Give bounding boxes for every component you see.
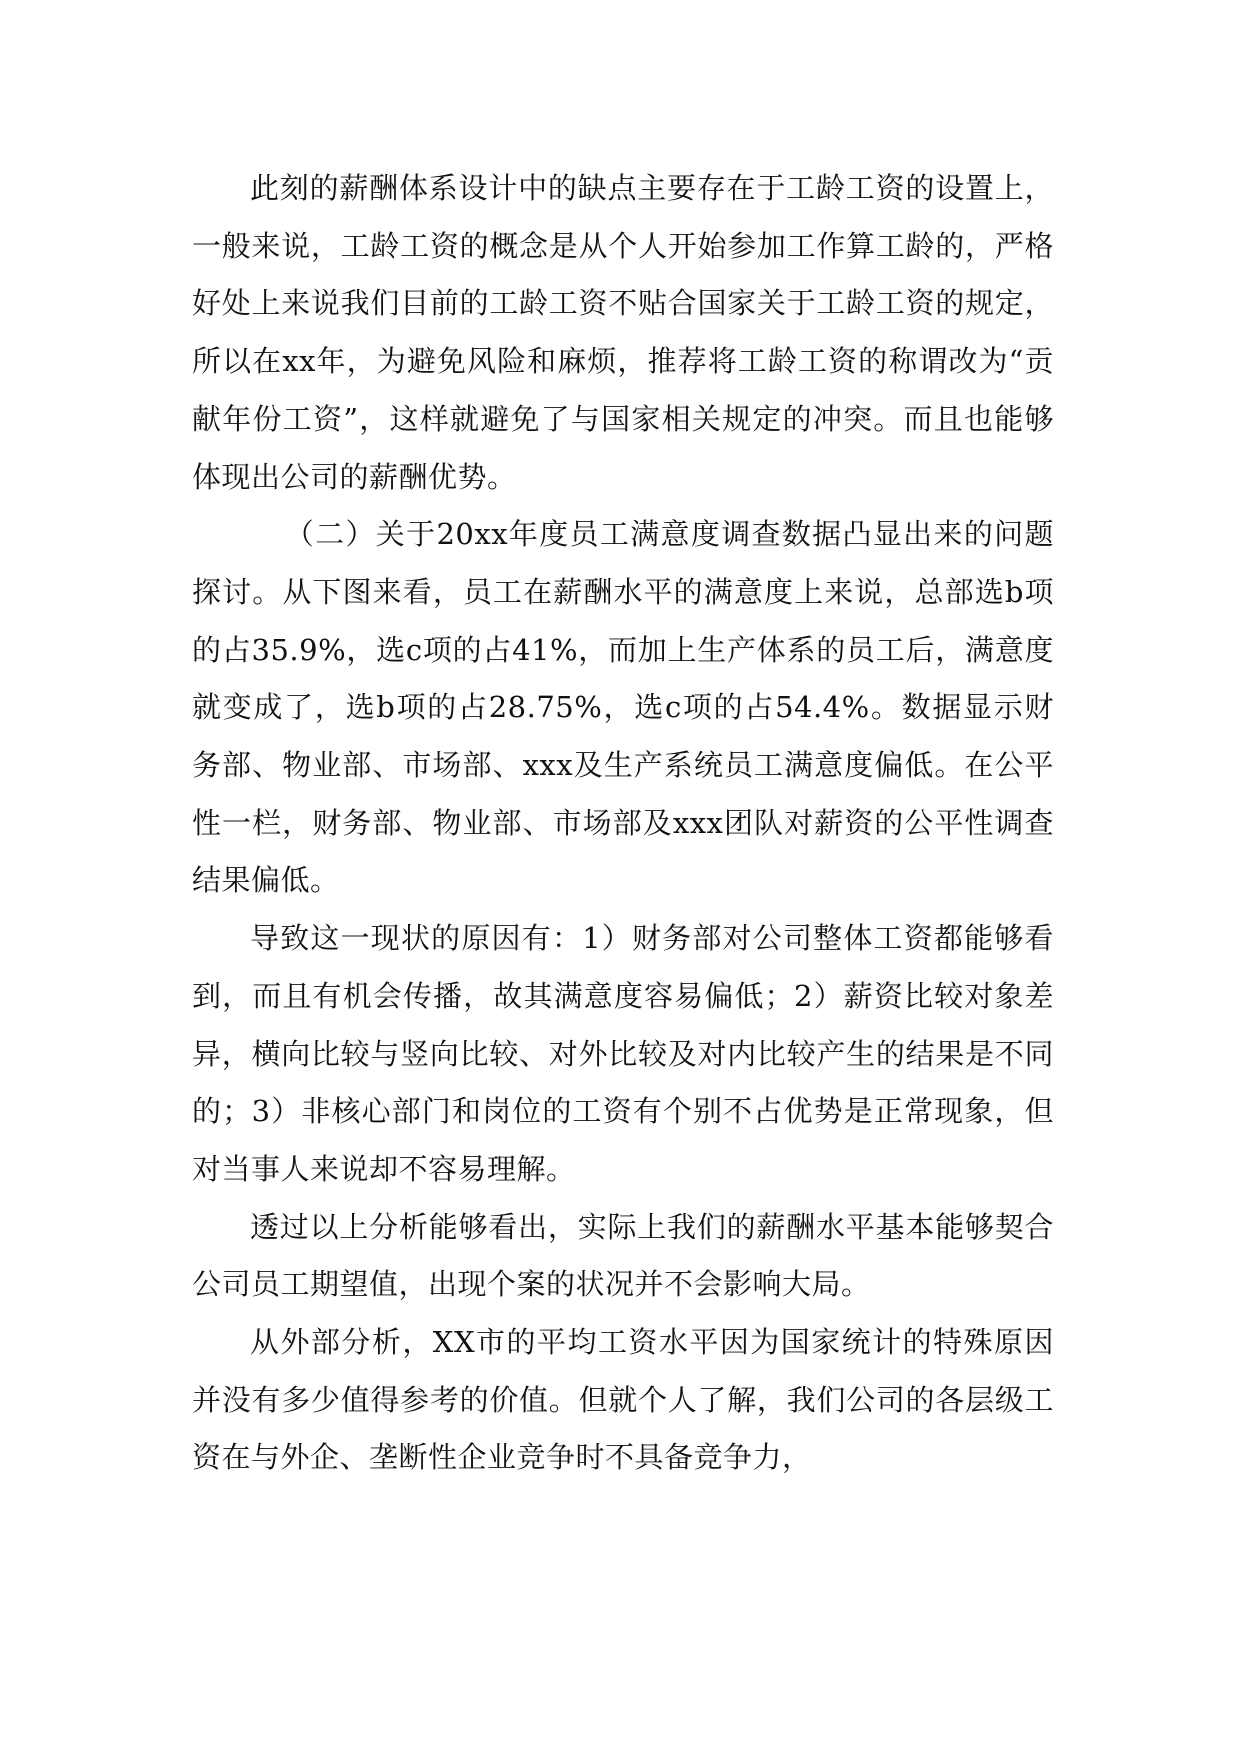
paragraph-causes: 导致这一现状的原因有：1）财务部对公司整体工资都能够看到，而且有机会传播，故其满意度容易偏低；2）薪资比较对象差异，横向比较与竖向比较、对外比较及对内比较产生的结果是不同的；3）非核心部门和岗位的工资有个别不占优势是正常现象，但对当事人来说却不容易理解。	[192, 921, 1054, 1186]
paragraph-external-analysis: 从外部分析，XX市的平均工资水平因为国家统计的特殊原因并没有多少值得参考的价值。但就个人了解，我们公司的各层级工资在与外企、垄断性企业竞争时不具备竞争力，	[192, 1325, 1054, 1475]
paragraph-salary-seniority: 此刻的薪酬体系设计中的缺点主要存在于工龄工资的设置上，一般来说，工龄工资的概念是从个人开始参加工作算工龄的，严格好处上来说我们目前的工龄工资不贴合国家关于工龄工资的规定，所以在xx年，为避免风险和麻烦，推荐将工龄工资的称谓改为“贡献年份工资”，这样就避免了与国家相关规定的冲突。而且也能够体现出公司的薪酬优势。	[192, 171, 1054, 494]
paragraph-satisfaction-survey: （二）关于20xx年度员工满意度调查数据凸显出来的问题探讨。从下图来看，员工在薪酬水平的满意度上来说，总部选b项的占35.9%，选c项的占41%，而加上生产体系的员工后，满意度就变成了，选b项的占28.75%，选c项的占54.4%。数据显示财务部、物业部、市场部、xxx及生产系统员工满意度偏低。在公平性一栏，财务部、物业部、市场部及xxx团队对薪资的公平性调查结果偏低。	[192, 517, 1054, 898]
paragraph-analysis-conclusion: 透过以上分析能够看出，实际上我们的薪酬水平基本能够契合公司员工期望值，出现个案的状况并不会影响大局。	[192, 1209, 1054, 1302]
document-body	[192, 160, 1054, 1487]
